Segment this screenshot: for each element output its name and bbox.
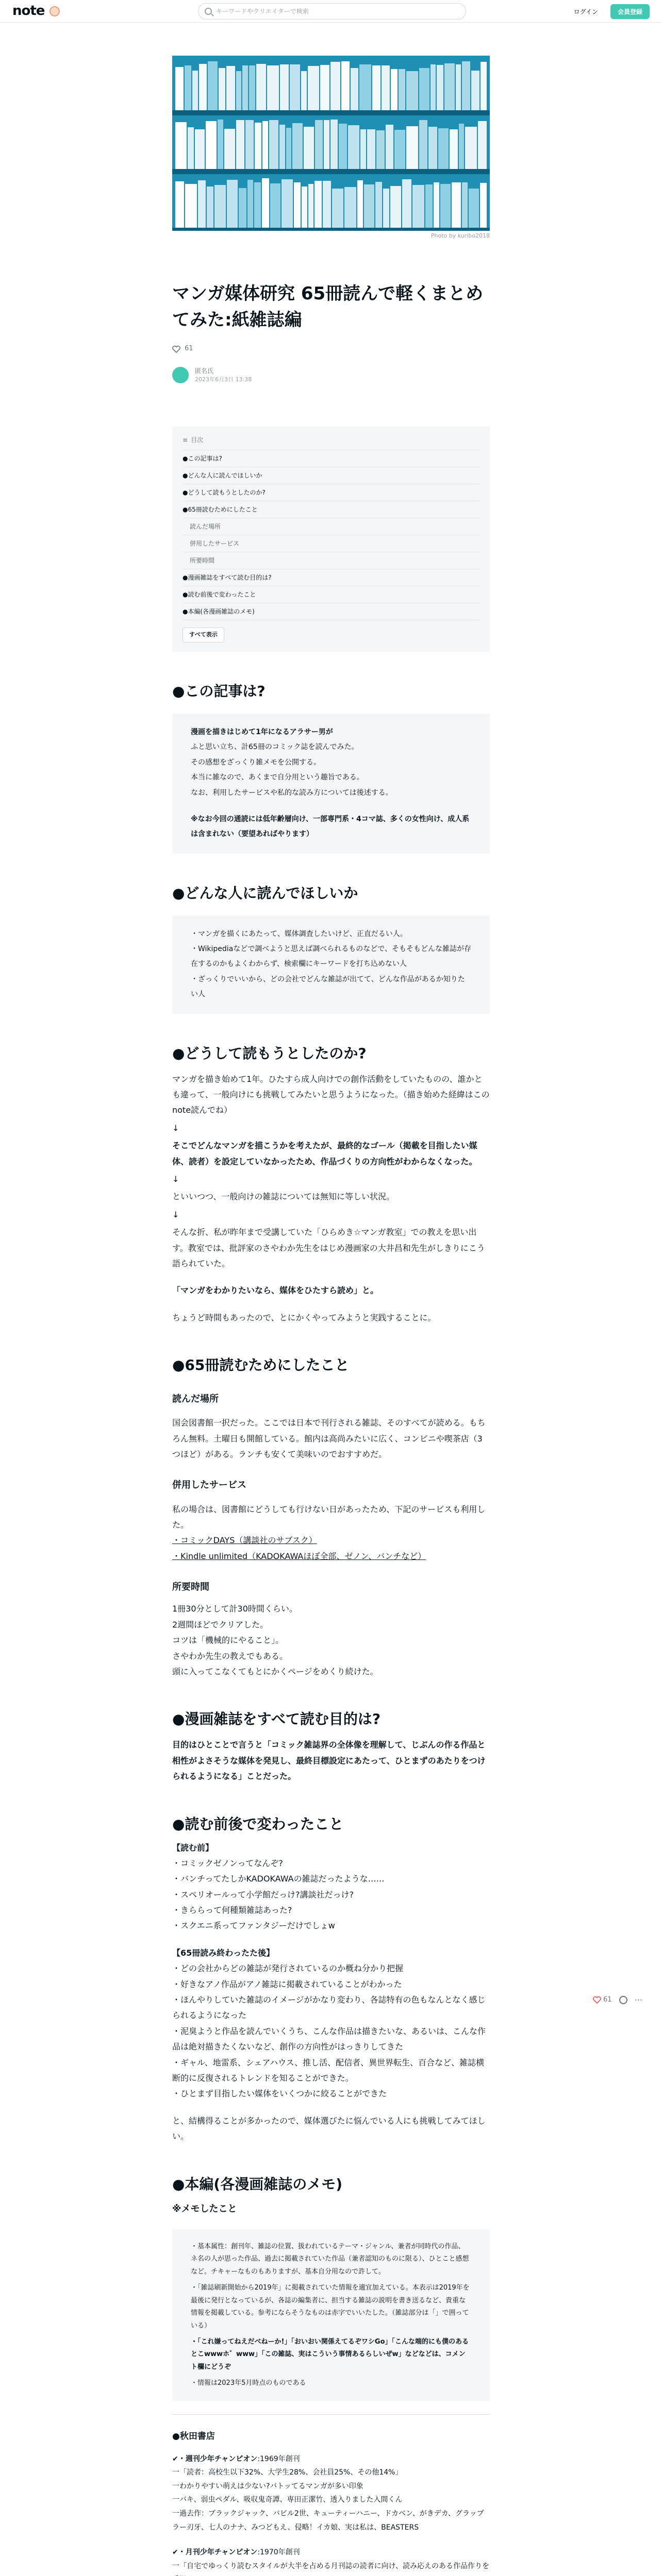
text-line: 1冊30分として計30時間くらい。 (172, 1604, 297, 1614)
book (425, 184, 433, 228)
book (444, 63, 455, 110)
text-line: ※なお今回の通読には低年齢層向け、一部専門系・4コマ誌、多くの女性向け、成人系は含まれない（要望あればやります） (191, 815, 470, 839)
book (219, 68, 225, 110)
book (412, 185, 424, 228)
login-button[interactable]: ログイン (568, 5, 604, 18)
book (279, 125, 285, 169)
book (357, 180, 363, 228)
heart-icon (593, 1996, 601, 2004)
book (315, 120, 323, 169)
book (382, 65, 390, 110)
text-line: コツは「機械的にやること」。 (172, 1635, 284, 1646)
text-line: その感想をざっくり雑メモを公開する。 (191, 758, 321, 767)
shelf-board (172, 110, 490, 115)
toc-label-text: 目次 (191, 436, 204, 444)
book (239, 188, 246, 228)
text-line: ・情報は2023年5月時点のものである (191, 2379, 306, 2387)
book (428, 127, 437, 169)
book (208, 61, 218, 110)
book (301, 71, 307, 110)
post-date: 2023年6月3日 13:38 (195, 376, 252, 383)
magazine-founded: :1970年創刊 (257, 2548, 300, 2557)
list-item: ・コミックゼノンってなんぞ? (172, 1858, 283, 1868)
book (437, 65, 443, 110)
paragraph: そんな折、私が昨年まで受講していた「ひらめき☆マンガ教室」での教えを思い出す。教室では、批評家のさやわか先生をはじめ漫画家の大井昌和先生がしきりにこう語られていた。 (172, 1227, 485, 1268)
service-link-kindle[interactable]: ・Kindle unlimited（KADOKAWAほぼ全部、ゼノン、バンチなど） (172, 1551, 426, 1561)
book (242, 65, 248, 110)
text-line: さやわか先生の教えでもある。 (172, 1651, 288, 1661)
book (245, 120, 254, 169)
book (390, 186, 401, 228)
signup-button[interactable]: 会員登録 (610, 4, 650, 19)
divider (172, 2414, 490, 2415)
book (332, 189, 343, 228)
book (359, 64, 371, 110)
book (270, 183, 280, 228)
toc-item[interactable]: ●本編(各漫画雑誌のメモ) (183, 603, 479, 620)
book (249, 65, 255, 110)
book (462, 61, 470, 110)
magazine-block (172, 2452, 490, 2535)
book (434, 182, 439, 228)
list-item: ・ギャル、地雷系、シェアハウス、推し活、配信者、異世界転生、百合など、雑誌横断的に反復されるトレンドを知ることができた。 (172, 2057, 485, 2083)
book (406, 71, 418, 110)
section-heading: ●この記事は? (172, 682, 266, 700)
book (360, 129, 366, 169)
text-line: 一「読者：高校生以下32%、大学生28%、会社員25%、その他14%」 (172, 2468, 403, 2477)
paragraph: 私の場合は、図書館にどうしても行けない日があったため、下記のサービスも利用した。 (172, 1504, 486, 1530)
book (224, 129, 235, 169)
book (465, 127, 477, 169)
after-label: 【65冊読み終わったた後】 (172, 1947, 275, 1958)
subheading: 所要時間 (172, 1582, 209, 1593)
arrow: ↓ (172, 1174, 179, 1184)
list-item: ・ひとまず目指したい媒体をいくつかに絞ることができた (172, 2089, 387, 2099)
book (330, 120, 338, 169)
memo-box (172, 2229, 490, 2401)
book (480, 183, 487, 228)
arrow: ↓ (172, 1123, 179, 1133)
book (320, 65, 329, 110)
toc-item[interactable]: 併用したサービス (183, 535, 479, 552)
book (280, 64, 289, 110)
section-heading: ●漫画雑誌をすべて読む目的は? (172, 1710, 381, 1728)
book (406, 126, 418, 169)
book (175, 122, 187, 169)
book (471, 71, 479, 110)
book (256, 64, 266, 110)
book (399, 69, 405, 110)
book (330, 62, 340, 110)
toc-item[interactable]: ●漫画雑誌をすべて読む目的は? (183, 569, 479, 586)
side-like-count: 61 (603, 1996, 612, 2004)
book (262, 121, 268, 169)
logo-text: note (12, 3, 45, 19)
book (195, 129, 205, 169)
list-item: ・好きなアノ作品がアノ雑誌に掲載されていることがわかった (172, 1979, 402, 1989)
more-menu-icon[interactable]: ⋯ (634, 1995, 643, 2005)
book (440, 184, 451, 228)
publisher-heading: ●秋田書店 (172, 2431, 215, 2442)
list-icon: ≡ (183, 436, 188, 444)
book (315, 181, 322, 228)
book (469, 189, 479, 228)
toc-item[interactable]: 読んだ場所 (183, 518, 479, 535)
paragraph: マンガを描き始めて1年。ひたすら成人向けでの創作活動をしていたものの、誰かとも違って、一般向けにも挑戦してみたいと思うようになった。（描き始めた経緯はこのnote読んでね） (172, 1074, 490, 1115)
list-item: ・泥臭ようと作品を読んでいくうち、こんな作品は描きたいな、あるいは、こんな作品は絶対描きたくないなど、創作の方向性がはっきりしてきた (172, 2026, 486, 2052)
article-title: マンガ媒体研究 65冊読んで軽くまとめてみた:紙雑誌編 (172, 283, 484, 331)
floating-actions (593, 1994, 643, 2007)
toc-item[interactable]: ●読む前後で変わったこと (183, 586, 479, 603)
list-item: ・ほんやりしていた雑誌のイメージがかなり変わり、各誌特有の色もなんとなく感じられるようになった (172, 1995, 486, 2021)
book (292, 123, 303, 169)
book (207, 187, 213, 228)
paragraph: そこでどんなマンガを描こうかを考えたが、最終的なゴール（掲載を目指したい媒体、読者）を設定していなかったため、作品づくりの方向性がわからなくなった。 (172, 1141, 477, 1166)
section-heading: ●読む前後で変わったこと (172, 1815, 344, 1833)
text-line: 一わかりやすい萌えは少ない?バトッてるマンガが多い印象 (172, 2482, 363, 2490)
table-of-contents (172, 427, 490, 652)
text-line: ふと思い立ち、計65冊のコミック誌を読んでみた。 (191, 743, 359, 752)
book (351, 68, 358, 110)
section-heading: ●65冊読むためにしたこと (172, 1357, 350, 1374)
section-heading: ●本編(各漫画雑誌のメモ) (172, 2175, 343, 2193)
toc-item[interactable]: ●この記事は? (183, 450, 479, 467)
text-line: 一過去作：ブラックジャック、バビル2世、キューティーハニー、ドカベン、がきデカ、グラップラー刃牙、七人のナナ、みつどもえ、侵略！イカ娘、実は私は、BEASTERS (172, 2509, 484, 2532)
toc-label (183, 436, 479, 450)
paragraph: 国会図書館一択だった。ここでは日本で刊行される雑誌、そのすべてが読める。もちろん無料。土曜日も開館している。館内は高尚みたいに広く、コンビニや喫茶店（3つほど）がある。ランチも安くて美味いのでおすすめだ。 (172, 1418, 486, 1460)
book (286, 128, 291, 169)
mascot-icon (49, 6, 60, 16)
text-line: ・Wikipediaなどで調べようと思えば調べられるものなどで、そもそもどんな雑誌が存在するのかもよくわからず、検索欄にキーワードを打ち込めない人 (191, 945, 471, 969)
book (341, 61, 350, 110)
magazine-block (172, 2546, 490, 2576)
book (402, 179, 411, 228)
paragraph: ちょうど時間もあったので、とにかくやってみようと実践することに。 (172, 1312, 436, 1323)
section-heading: ●どうして読もうとしたのか? (172, 1044, 367, 1062)
book (308, 184, 313, 228)
share-icon[interactable] (619, 1996, 627, 2004)
magazine-title: ✔・週刊少年チャンピオン (172, 2454, 258, 2463)
book (431, 64, 436, 110)
book (254, 182, 261, 228)
text-line: 一バキ、弱虫ペダル、吸収鬼奇譚、専田正潔竹、透入りました入間くん (172, 2496, 403, 2504)
book (304, 127, 314, 169)
site-header (0, 0, 662, 23)
like-count: 61 (185, 345, 193, 353)
book (218, 120, 223, 169)
avatar[interactable] (172, 367, 189, 383)
quote: 「マンガをわかりたいなら、媒体をひたすら読め」と。 (172, 1285, 379, 1296)
book (199, 64, 207, 110)
book (192, 71, 198, 110)
text-line: なお、利用したサービスや私的な読み方については後述する。 (191, 788, 393, 797)
shelf-board (172, 228, 490, 231)
book (419, 120, 427, 169)
book (262, 178, 269, 228)
book (375, 182, 382, 228)
author-row (172, 367, 490, 383)
book (450, 129, 458, 169)
paragraph: と、結構得ることが多かったので、媒体選びたに悩んでいる人にも挑戦してみてほしい。 (172, 2115, 486, 2142)
toc-item[interactable]: 所要時間 (183, 552, 479, 569)
subheading: ※メモしたこと (172, 2203, 237, 2214)
text-line: ・マンガを描くにあたって、媒体調査したいけど、正直だるい人。 (191, 929, 407, 938)
text-line: 本当に雑なので、あくまで自分用という趣旨である。 (191, 773, 364, 782)
book (348, 125, 359, 169)
paragraph: といいつつ、一般向けの雑誌については無知に等しい状況。 (172, 1192, 395, 1202)
book (308, 66, 319, 110)
article-column (172, 56, 490, 2576)
book (227, 180, 238, 228)
shelf-board (172, 169, 490, 174)
text-line: 漫画を描きはじめて1年になるアラサー男が (191, 727, 333, 736)
search-icon (205, 8, 212, 15)
book (394, 130, 405, 169)
book (175, 181, 184, 228)
book (452, 182, 461, 228)
list-item: ・どの会社からどの雑誌が発行されているのか概ね分かり把握 (172, 1963, 404, 1974)
book (255, 123, 261, 169)
book (478, 121, 487, 169)
list-item: ・バンチってたしかKADOKAWAの雑誌だったような…… (172, 1874, 385, 1884)
toc-item[interactable]: ●どうして読もうとしたのか? (183, 484, 479, 501)
toc-show-all-button[interactable]: すべて表示 (183, 628, 224, 642)
hero-image (172, 56, 490, 231)
book (198, 180, 206, 228)
book (267, 65, 279, 110)
bookshelf-illustration (172, 56, 490, 231)
book (462, 182, 468, 228)
book (456, 64, 461, 110)
book (376, 130, 385, 169)
book (226, 66, 235, 110)
text-line: 2週間ほどでクリアした。 (172, 1619, 269, 1630)
book (290, 64, 300, 110)
text-line: ・「雑誌刷新開始から2019年」に掲載されていた情報を適宜加えている。本表示は2019年を最後に発行となっているが、各誌の編集者に、担当する雑誌の説明を書き送るなど、貴重な情報を掲載している。参考にならそうなものは赤字でいいたした。（雑誌部分は「」で囲っている） (191, 2283, 470, 2330)
book (302, 187, 307, 228)
like-button[interactable] (593, 1994, 612, 2007)
book (481, 62, 487, 110)
search-input[interactable] (198, 3, 466, 20)
book (188, 127, 194, 169)
like-row (172, 343, 490, 355)
book (372, 65, 380, 110)
book (386, 125, 393, 169)
book (391, 69, 398, 110)
text-line: ・「これ嫌ってねえだべねーか!」「おいおい関係えてるぞワシGo」「こんな端的にも僕のあるとこwwwホ゛www」「この雑誌、実はこういう事情あるらしいぜw」などなどは、コメント欄にどうぞ (191, 2337, 469, 2371)
book (324, 120, 329, 169)
text-line: ・基本属性：創刊年、雑誌の位置、扱われているテーマ・ジャンル、兼者が同時代の作品、ネ名の人が思った作品、過去に掲載されていた作品（兼者認知のものに限る）、ひとこと感想など。チキャーなものもありますが、基本自分用なので許して。 (191, 2242, 469, 2276)
book (383, 189, 389, 228)
book (294, 182, 301, 228)
book (185, 184, 197, 228)
subheading: 読んだ場所 (172, 1394, 219, 1405)
book (214, 185, 226, 228)
book (459, 124, 464, 169)
service-link-comic-days[interactable]: ・コミックDAYS（講談社のサブスク） (172, 1535, 317, 1546)
magazine-title: ✔・月刊少年チャンピオン (172, 2548, 258, 2557)
book (236, 120, 244, 169)
book (185, 65, 191, 110)
toc-item[interactable]: ●65冊読むためにしたこと (183, 501, 479, 518)
book (247, 180, 253, 228)
book (269, 120, 278, 169)
list-item: ・スペリオールって小学館だっけ?講談社だっけ? (172, 1889, 354, 1900)
book (175, 67, 184, 110)
intro-box (172, 714, 490, 854)
note-logo[interactable] (12, 0, 60, 24)
book (344, 187, 356, 228)
list-item: ・スクエニ系ってファンタジーだけでしょw (172, 1921, 335, 1931)
heart-icon[interactable] (172, 346, 180, 353)
book (323, 181, 331, 228)
before-label: 【読む前】 (172, 1842, 214, 1853)
book (438, 128, 449, 169)
list-item: ・きららって何種類雑誌あった? (172, 1905, 292, 1916)
magazine-founded: :1969年創刊 (257, 2454, 300, 2463)
target-reader-box (172, 916, 490, 1014)
book (364, 184, 374, 228)
book (236, 71, 241, 110)
photo-credit: Photo by kuribo2018 (431, 232, 490, 239)
section-heading: ●どんな人に読んでほしいか (172, 884, 358, 902)
text-line: 一「自宅でゆっくり読むスタイルが大半を占める月刊誌の読者に向け、読み応えのある作品作りを (172, 2562, 490, 2570)
book (206, 121, 217, 169)
subheading: 併用したサービス (172, 1480, 246, 1491)
book (339, 124, 347, 169)
text-line: 頭に入ってこなくてもとにかくページをめくり続けた。 (172, 1666, 378, 1676)
search-placeholder: キーワードやクリエイターで検索 (216, 7, 309, 15)
book (419, 68, 429, 110)
book (282, 179, 293, 228)
arrow: ↓ (172, 1209, 179, 1219)
toc-item[interactable]: ●どんな人に読んでほしいか (183, 467, 479, 484)
book (367, 129, 375, 169)
paragraph: 目的はひとことで言うと「コミック雑誌界の全体像を理解して、じぶんの作る作品と相性がよさそうな媒体を発見し、最終目標設定にあたって、ひとまずのあたりをつけられるようになる」ことだった。 (172, 1740, 486, 1782)
author-name[interactable]: 匿名氏 (195, 367, 214, 375)
text-line: ・ざっくりでいいから、どの会社でどんな雑誌が出てて、どんな作品があるか知りたい人 (191, 975, 465, 999)
